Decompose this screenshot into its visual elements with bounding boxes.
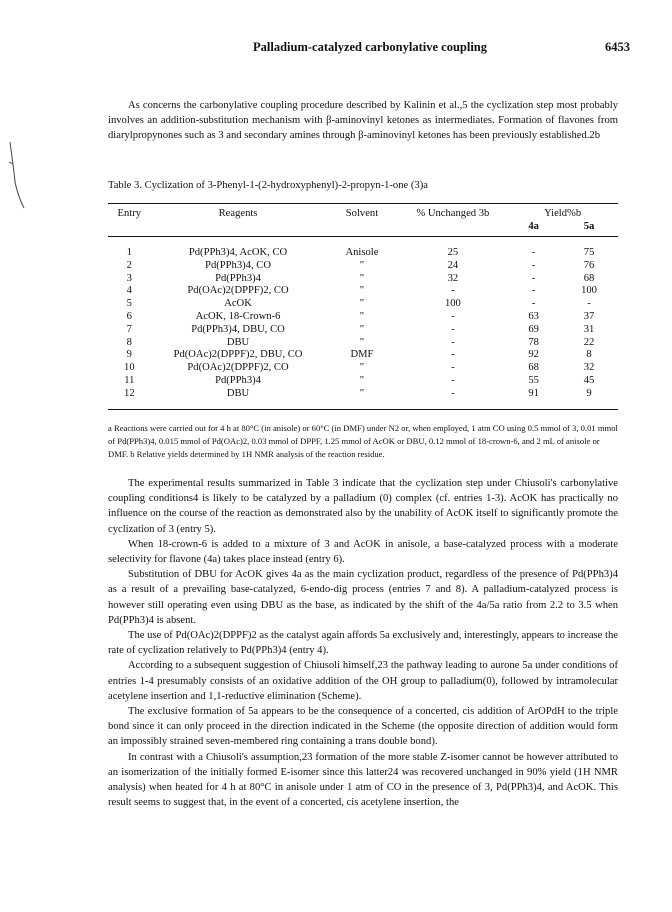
cell-4a: -: [531, 247, 536, 258]
cell-4a: 55: [528, 374, 539, 386]
header-unchanged: % Unchanged 3b: [399, 204, 508, 221]
cell-5a: 37: [583, 310, 595, 322]
table-row: [108, 375, 618, 388]
cell-5a: 100: [581, 285, 597, 297]
cell-reagents: DBU: [151, 388, 326, 409]
cell-5a: -: [587, 298, 591, 310]
cell-5a: 8: [586, 349, 592, 361]
cell-solvent: ": [359, 374, 365, 386]
running-title: Palladium-catalyzed carbonylative coupling: [252, 40, 488, 54]
cell-5a: 32: [583, 362, 595, 374]
body-paragraph: When 18-crown-6 is added to a mixture of 3 and AcOK in anisole, a base-catalyzed process with a moderate selectivity for flavone (4a) takes place instead (entry 6).: [108, 538, 618, 566]
cell-unchanged: -: [451, 349, 455, 361]
header-5a: 5a: [560, 220, 618, 237]
cell-unchanged: -: [451, 374, 455, 386]
body-paragraph: In contrast with a Chiusoli's assumption,23 formation of the more stable Z-isomer cannot be however attributed to an isomerization of the initially formed E-isomer since this latter24 was recovered unchanged in 90% yield (1H NMR analysis) when heated for 4 h at 80°C in anisole under 1 atm of CO in the presence of 3, Pd(PPh3)4, and AcOK. This result seems to suggest that, in the event of a concerted, cis acetylene insertion, the: [108, 751, 618, 809]
cell-4a: 78: [528, 336, 539, 348]
cell-reagents: Pd(OAc)2(DPPF)2, CO: [187, 362, 289, 374]
table-row: [108, 285, 618, 298]
cell-entry: 5: [126, 298, 132, 310]
cell-entry: 12: [108, 388, 151, 409]
cell-4a: -: [531, 285, 536, 297]
intro-paragraph: [108, 98, 618, 144]
header-yield: Yield%b: [507, 204, 618, 221]
cell-5a: 31: [583, 323, 595, 335]
cell-entry: 7: [126, 323, 132, 335]
body-text: [108, 476, 618, 810]
cell-solvent: ": [359, 323, 365, 335]
table-body: [108, 237, 618, 410]
header-solvent: Solvent: [325, 204, 398, 221]
cell-solvent: DMF: [350, 349, 374, 361]
cell-4a: -: [531, 272, 536, 284]
table-row: [108, 388, 618, 409]
cell-5a: 22: [583, 336, 595, 348]
cell-5a: 9: [560, 388, 618, 409]
cell-reagents: DBU: [226, 336, 250, 348]
table-row: [108, 349, 618, 362]
cell-4a: 63: [528, 310, 539, 322]
cell-solvent: ": [359, 298, 365, 310]
page-number: 6453: [605, 40, 630, 54]
cell-solvent: ": [359, 285, 365, 297]
cell-reagents: Pd(OAc)2(DPPF)2, CO: [187, 285, 289, 297]
cell-entry: 10: [124, 362, 135, 374]
table-row: [108, 311, 618, 324]
table-row: [108, 298, 618, 311]
cell-solvent: ": [359, 336, 365, 348]
cell-5a: 75: [583, 247, 595, 258]
cell-solvent: Anisole: [345, 247, 379, 258]
table-row: [108, 337, 618, 350]
cell-unchanged: -: [451, 323, 455, 335]
header-entry: Entry: [108, 204, 151, 221]
cell-unchanged: 25: [447, 247, 459, 258]
cell-reagents: Pd(PPh3)4: [215, 374, 261, 386]
table-row: [108, 237, 618, 260]
cell-solvent: ": [359, 362, 365, 374]
cell-5a: 68: [583, 272, 595, 284]
cell-4a: 91: [507, 388, 560, 409]
cell-unchanged: 32: [447, 272, 459, 284]
cell-4a: -: [531, 298, 536, 310]
results-table: [108, 203, 618, 410]
intro-paragraph-text: As concerns the carbonylative coupling procedure described by Kalinin et al.,5 the cyclization step most probably involves an addition-substitution mechanism with β-aminovinyl ketones as intermediates. Formation of flavones from diarylpropynones such as 3 and secondary amines through β-aminovinyl ketones has been previously established.2b: [108, 100, 618, 142]
cell-unchanged: -: [399, 388, 508, 409]
margin-pencil-mark: [6, 140, 26, 210]
cell-solvent: ": [359, 259, 365, 271]
cell-unchanged: 24: [447, 259, 459, 271]
cell-entry: 8: [126, 336, 132, 348]
header-reagents: Reagents: [151, 204, 326, 221]
cell-unchanged: -: [451, 336, 455, 348]
cell-entry: 9: [126, 349, 132, 361]
cell-entry: 6: [126, 310, 132, 322]
table-footnote: a Reactions were carried out for 4 h at 80°C (in anisole) or 60°C (in DMF) under N2 or, when employed, 1 atm CO using 0.5 mmol of 3, 0.01 mmol of Pd(PPh3)4, 0.015 mmol of Pd(OAc)2, 0.03 mmol of DPPF, 1.25 mmol of AcOK or DBU, 0.12 mmol of 18-crown-6, and 2 mL of anisole or DMF. b Relative yields determined by 1H NMR analysis of the reaction residue.: [108, 423, 618, 459]
cell-reagents: Pd(PPh3)4: [215, 272, 261, 284]
body-paragraph: The experimental results summarized in Table 3 indicate that the cyclization step under Chiusoli's carbonylative coupling conditions4 is likely to be catalyzed by a palladium (0) complex (cf. entries 1-3). AcOK has practically no influence on the course of the reaction as demonstrated also by the unability of AcOK itself to significantly promote the cyclization of 3 (entry 5).: [108, 478, 618, 535]
table-row: [108, 324, 618, 337]
cell-entry: 2: [126, 259, 132, 271]
table-row: [108, 260, 618, 273]
cell-entry: 1: [126, 247, 132, 258]
cell-reagents: Pd(OAc)2(DPPF)2, DBU, CO: [173, 349, 303, 361]
table-row: [108, 273, 618, 286]
cell-4a: 92: [528, 349, 539, 361]
cell-reagents: Pd(PPh3)4, AcOK, CO: [188, 247, 288, 258]
cell-reagents: AcOK, 18-Crown-6: [195, 310, 281, 322]
body-paragraph: According to a subsequent suggestion of Chiusoli himself,23 the pathway leading to aurone 5a under conditions of entries 1-4 presumably consists of an oxidative addition of the OH group to palladium(0), followed by intramolecular acetylene insertion and 1,1-reductive elimination (Scheme).: [108, 660, 618, 702]
body-paragraph: The exclusive formation of 5a appears to be the consequence of a concerted, cis addition of ArOPdH to the triple bond since it can only proceed in the direction indicated in the Scheme (the opposite direction of addition would form an impossibly strained seven-membered ring containing a trans double bond).: [108, 706, 618, 748]
cell-unchanged: -: [451, 285, 455, 297]
cell-4a: 69: [528, 323, 539, 335]
cell-solvent: ": [359, 310, 365, 322]
cell-entry: 3: [126, 272, 132, 284]
cell-entry: 11: [124, 374, 135, 386]
table-caption: Table 3. Cyclization of 3-Phenyl-1-(2-hydroxyphenyl)-2-propyn-1-one (3)a: [108, 180, 428, 191]
cell-4a: 68: [528, 362, 539, 374]
cell-entry: 4: [126, 285, 132, 297]
table-row: [108, 362, 618, 375]
cell-reagents: Pd(PPh3)4, DBU, CO: [191, 323, 285, 335]
cell-unchanged: 100: [444, 298, 461, 310]
cell-5a: 45: [583, 374, 595, 386]
cell-solvent: ": [359, 272, 365, 284]
body-paragraph: The use of Pd(OAc)2(DPPF)2 as the catalyst again affords 5a exclusively and, interestingly, appears to increase the rate of cyclization relatively to Pd(PPh3)4 (entry 4).: [108, 630, 618, 657]
cell-5a: 76: [583, 259, 595, 271]
cell-reagents: AcOK: [224, 298, 252, 310]
cell-4a: -: [531, 259, 536, 271]
cell-reagents: Pd(PPh3)4, CO: [205, 259, 271, 271]
cell-unchanged: -: [451, 362, 455, 374]
body-paragraph: Substitution of DBU for AcOK gives 4a as the main cyclization product, regardless of the presence of Pd(PPh3)4 as a result of a prevailing base-catalyzed, 6-endo-dig process (entries 7 and 8). A palladium-catalyzed process is however still operating even using DBU as the base, as indicated by the shift of the 4a/5a ratio from 2.2 to 3.5 when Pd(PPh3)4 is absent.: [108, 569, 618, 626]
cell-solvent: ": [325, 388, 398, 409]
cell-unchanged: -: [451, 310, 455, 322]
header-4a: 4a: [507, 220, 560, 237]
